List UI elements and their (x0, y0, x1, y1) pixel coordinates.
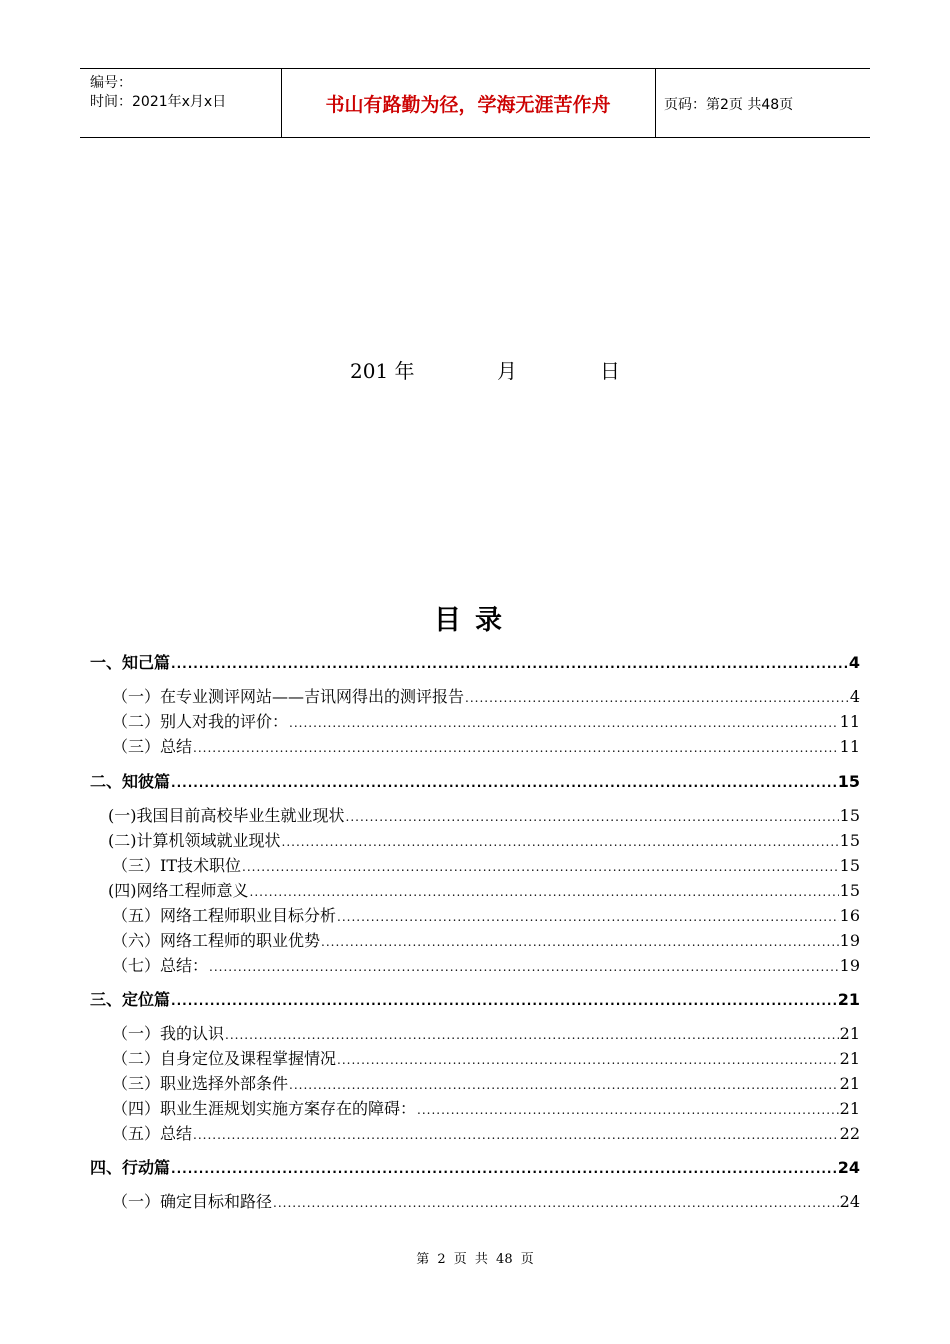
toc-entry-page: 15 (839, 856, 860, 875)
toc-leader (337, 1050, 839, 1070)
toc-title: 目录 (434, 605, 516, 636)
toc-entry-page: 24 (837, 1158, 860, 1177)
toc-entry-page: 4 (848, 653, 860, 672)
toc-entry-text: (一)我国目前高校毕业生就业现状 (108, 806, 345, 825)
toc-entry-page: 19 (839, 931, 860, 950)
toc-entry-text: （二）别人对我的评价： (112, 712, 289, 731)
toc-leader (346, 807, 839, 827)
toc-leader (171, 991, 837, 1011)
page-code: 页码：第2页 共48页 (664, 97, 794, 113)
toc-entry-page: 21 (839, 1024, 860, 1043)
toc-leader (273, 1193, 839, 1213)
toc-leader (289, 713, 839, 733)
toc-entry-page: 4 (849, 687, 860, 706)
toc-entry[interactable] (112, 906, 860, 927)
toc-entry-page: 15 (837, 772, 860, 791)
toc-entry[interactable] (112, 956, 860, 977)
toc-entry-page: 21 (839, 1049, 860, 1068)
toc-entry[interactable] (112, 1074, 860, 1095)
toc-leader (242, 857, 839, 877)
toc-entry-page: 22 (839, 1124, 860, 1143)
toc-entry[interactable] (108, 806, 860, 827)
toc-entry[interactable] (90, 772, 860, 793)
toc-entry-text: 一、知己篇 (90, 653, 171, 672)
toc-entry[interactable] (112, 737, 860, 758)
date-month: 月 (497, 359, 517, 383)
toc-entry-text: （七）总结： (112, 956, 209, 975)
toc-entry[interactable] (112, 1124, 860, 1145)
motto-text: 书山有路勤为径，学海无涯苦作舟 (325, 94, 611, 116)
toc-leader (337, 907, 839, 927)
toc-leader (193, 738, 839, 758)
toc-entry[interactable] (112, 687, 860, 708)
toc-entry-text: （三）总结 (112, 737, 193, 756)
page-footer: 第 2 页 共 48 页 (416, 1252, 534, 1267)
toc-entry-text: 四、行动篇 (90, 1158, 171, 1177)
toc-entry-text: (二)计算机领域就业现状 (108, 831, 281, 850)
toc-entry[interactable] (112, 1024, 860, 1045)
toc-entry-page: 11 (839, 712, 860, 731)
toc-entry[interactable] (112, 931, 860, 952)
toc-entry-text: （一）在专业测评网站——吉讯网得出的测评报告 (112, 687, 465, 706)
time-label: 时间：2021年x月x日 (90, 94, 227, 110)
toc-entry-page: 21 (839, 1099, 860, 1118)
toc-entry[interactable] (90, 990, 860, 1011)
toc-leader (321, 932, 839, 952)
toc-entry[interactable] (112, 712, 860, 733)
toc-entry[interactable] (90, 1158, 860, 1179)
toc-entry-page: 11 (839, 737, 860, 756)
toc-entry-text: （二）自身定位及课程掌握情况 (112, 1049, 337, 1068)
toc-entry[interactable] (112, 1049, 860, 1070)
date-day: 日 (600, 359, 620, 383)
toc-entry[interactable] (112, 1192, 860, 1213)
toc-entry-page: 19 (839, 956, 860, 975)
toc-entry-page: 15 (839, 881, 860, 900)
toc-entry-page: 15 (839, 831, 860, 850)
toc-entry[interactable] (108, 831, 860, 852)
toc-entry-page: 15 (839, 806, 860, 825)
toc-entry-text: （五）总结 (112, 1124, 193, 1143)
toc-leader (209, 957, 839, 977)
toc-entry-text: （三）职业选择外部条件 (112, 1074, 289, 1093)
toc-entry-text: （一）我的认识 (112, 1024, 225, 1043)
toc-leader (193, 1125, 839, 1145)
date-year: 201 年 (350, 359, 415, 383)
toc-entry-text: （四）职业生涯规划实施方案存在的障碍： (112, 1099, 417, 1118)
toc-leader (225, 1025, 839, 1045)
toc-leader (282, 832, 839, 852)
toc-entry-page: 16 (839, 906, 860, 925)
toc-leader (417, 1100, 839, 1120)
toc-leader (289, 1075, 839, 1095)
toc-entry[interactable] (112, 856, 860, 877)
toc-leader (465, 688, 849, 708)
toc-entry[interactable] (108, 881, 860, 902)
toc-entry-page: 21 (837, 990, 860, 1009)
toc-entry-text: 二、知彼篇 (90, 772, 171, 791)
toc-entry-text: (四)网络工程师意义 (108, 881, 249, 900)
toc-leader (171, 773, 837, 793)
number-label: 编号： (90, 75, 132, 91)
toc-entry-text: （五）网络工程师职业目标分析 (112, 906, 337, 925)
toc-entry[interactable] (112, 1099, 860, 1120)
toc-leader (250, 882, 839, 902)
toc-entry-page: 21 (839, 1074, 860, 1093)
toc-entry[interactable] (90, 653, 860, 674)
toc-entry-page: 24 (839, 1192, 860, 1211)
toc-leader (171, 654, 848, 674)
toc-entry-text: （三）IT技术职位 (112, 856, 241, 875)
toc-leader (171, 1159, 837, 1179)
toc-entry-text: （六）网络工程师的职业优势 (112, 931, 321, 950)
toc-entry-text: 三、定位篇 (90, 990, 171, 1009)
toc-entry-text: （一）确定目标和路径 (112, 1192, 273, 1211)
